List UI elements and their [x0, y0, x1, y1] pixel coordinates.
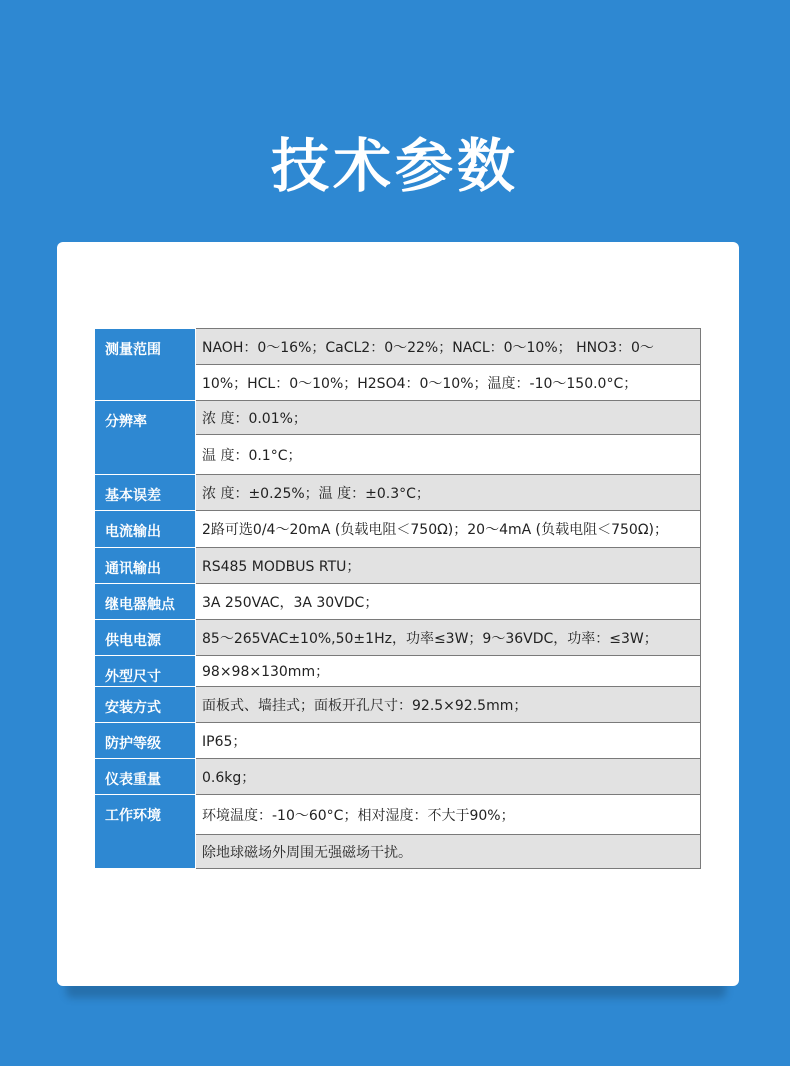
table-row — [95, 401, 701, 435]
table-row — [95, 656, 701, 687]
row-value: 温 度：0.1°C； — [196, 435, 701, 475]
table-row — [95, 329, 701, 365]
table-row — [95, 475, 701, 511]
row-value: 0.6kg； — [196, 759, 701, 795]
spec-table — [94, 328, 701, 869]
row-label: 安装方式 — [95, 687, 196, 723]
row-value: 3A 250VAC，3A 30VDC； — [196, 584, 701, 620]
table-row — [95, 759, 701, 795]
row-label: 通讯输出 — [95, 548, 196, 584]
row-value: NAOH：0～16%；CaCL2：0～22%；NACL：0～10%； HNO3：0～ — [196, 329, 701, 365]
row-label: 仪表重量 — [95, 759, 196, 795]
table-row — [95, 620, 701, 656]
table-row — [95, 548, 701, 584]
row-value: 2路可选0/4～20mA (负载电阻＜750Ω)；20～4mA (负载电阻＜750Ω)； — [196, 511, 701, 548]
row-value: 除地球磁场外周围无强磁场干扰。 — [196, 835, 701, 869]
table-row — [95, 511, 701, 548]
row-label: 测量范围 — [95, 329, 196, 401]
row-value: IP65； — [196, 723, 701, 759]
table-row — [95, 687, 701, 723]
row-label: 分辨率 — [95, 401, 196, 475]
row-label: 防护等级 — [95, 723, 196, 759]
row-label: 基本误差 — [95, 475, 196, 511]
row-label: 外型尺寸 — [95, 656, 196, 687]
page-title: 技术参数 — [270, 132, 519, 200]
row-value: 85～265VAC±10%,50±1Hz，功率≤3W；9～36VDC，功率：≤3W； — [196, 620, 701, 656]
row-value: RS485 MODBUS RTU； — [196, 548, 701, 584]
row-label: 工作环境 — [95, 795, 196, 869]
row-label: 供电电源 — [95, 620, 196, 656]
table-row — [95, 584, 701, 620]
row-value: 98×98×130mm； — [196, 656, 701, 687]
row-value: 10%；HCL：0～10%；H2SO4：0～10%；温度：-10～150.0°C； — [196, 365, 701, 401]
spec-card — [57, 242, 739, 986]
row-value: 面板式、墙挂式；面板开孔尺寸：92.5×92.5mm； — [196, 687, 701, 723]
row-label: 电流输出 — [95, 511, 196, 548]
row-label: 继电器触点 — [95, 584, 196, 620]
table-row — [95, 795, 701, 835]
table-row — [95, 723, 701, 759]
row-value: 浓 度：±0.25%；温 度：±0.3°C； — [196, 475, 701, 511]
row-value: 浓 度：0.01%； — [196, 401, 701, 435]
row-value: 环境温度：-10～60°C；相对湿度：不大于90%； — [196, 795, 701, 835]
